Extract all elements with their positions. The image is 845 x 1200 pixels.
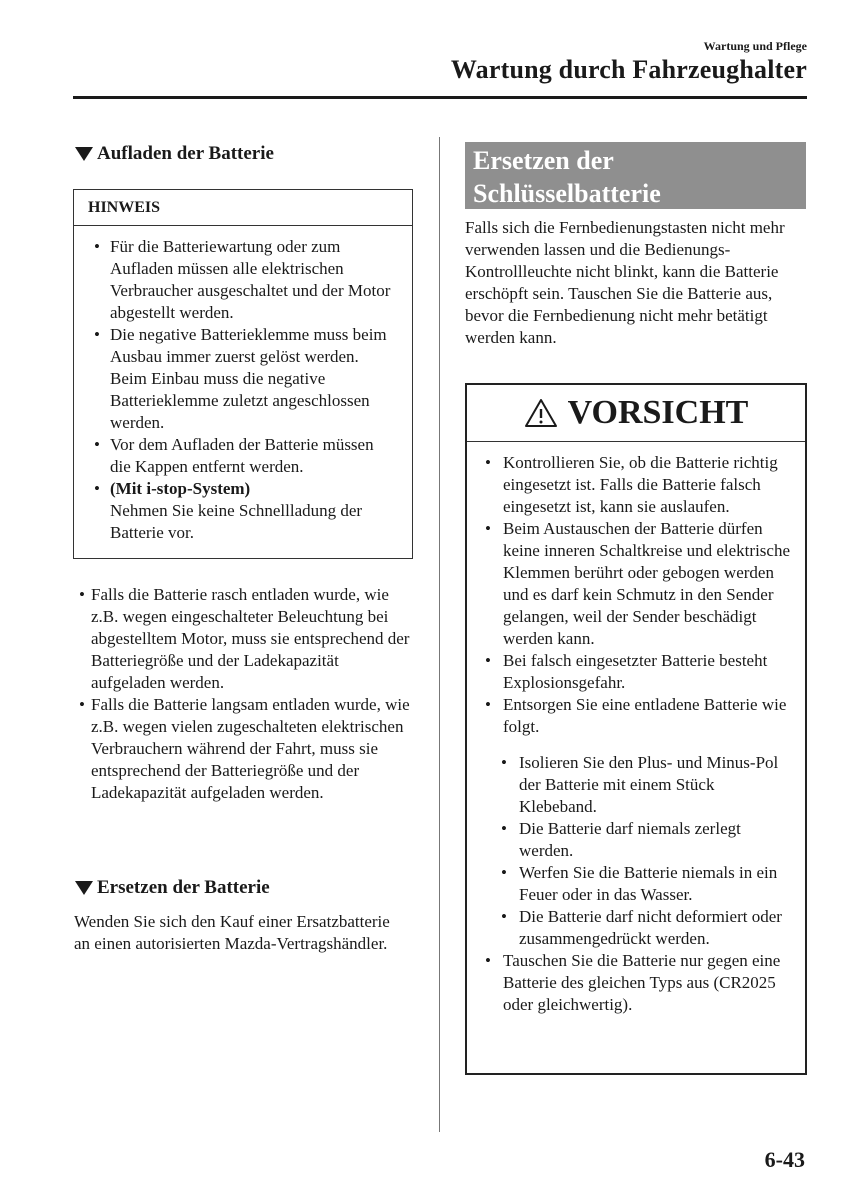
charging-bullet-list	[79, 584, 414, 804]
list-item: • Für die Batteriewartung oder zum Aufladen müssen alle elektrischen Verbraucher ausgeschaltet und der Motor abgestellt werden.	[94, 237, 391, 322]
vorsicht-list	[467, 442, 805, 738]
ersatz-paragraph: Wenden Sie sich den Kauf einer Ersatzbatterie an einen autorisierten Mazda-Vertragshändler.	[74, 912, 390, 953]
section-heading-aufladen	[74, 143, 274, 165]
section-title-box	[465, 142, 806, 209]
section-heading-ersetzen	[74, 877, 270, 899]
triangle-down-icon	[75, 147, 93, 161]
vorsicht-list-end	[467, 950, 805, 1016]
header-rule	[73, 96, 807, 99]
list-item: • Kontrollieren Sie, ob die Batterie richtig eingesetzt ist. Falls die Batterie falsch eingesetzt ist, kann sie auslaufen.	[485, 453, 778, 516]
list-item: • (Mit i-stop-System) Nehmen Sie keine Schnellladung der Batterie vor.	[94, 479, 363, 542]
hinweis-list	[74, 226, 412, 544]
section-heading-text: Aufladen der Batterie	[97, 143, 274, 164]
list-item: • Tauschen Sie die Batterie nur gegen eine Batterie des gleichen Typs aus (CR2025 oder gleichwertig).	[485, 951, 781, 1014]
list-item: • Die Batterie darf niemals zerlegt werden.	[501, 819, 741, 860]
page-title: Wartung durch Fahrzeughalter	[450, 55, 807, 84]
list-item: • Falls die Batterie rasch entladen wurde, wie z.B. wegen eingeschalteter Beleuchtung bei abgestelltem Motor, muss sie entsprechend der Batteriegröße und der Ladekapazität aufgeladen werden.	[79, 585, 410, 692]
page-number: 6-43	[764, 1147, 805, 1172]
list-item: • Die Batterie darf nicht deformiert oder zusammengedrückt werden.	[501, 907, 782, 948]
warning-icon	[524, 398, 558, 428]
list-item: • Bei falsch eingesetzter Batterie besteht Explosionsgefahr.	[485, 651, 768, 692]
triangle-down-icon	[75, 881, 93, 895]
vorsicht-header	[467, 385, 805, 442]
list-item: • Isolieren Sie den Plus- und Minus-Pol der Batterie mit einem Stück Klebeband.	[501, 753, 779, 816]
list-item: • Beim Austauschen der Batterie dürfen keine inneren Schaltkreise und elektrische Klemmen berührt oder gebogen werden und es darf kein Schmutz in den Sender gelangen, weil der Sender beschädigt werden kann.	[485, 519, 790, 648]
list-item: • Entsorgen Sie eine entladene Batterie wie folgt.	[485, 695, 787, 736]
hinweis-label: HINWEIS	[74, 190, 412, 226]
vorsicht-label: VORSICHT	[567, 394, 749, 431]
disposal-sub-list	[467, 738, 805, 950]
section-title-line: Ersetzen der	[473, 146, 614, 175]
column-divider	[439, 137, 440, 1132]
section-title-line: Schlüsselbatterie	[473, 179, 661, 208]
section-heading-text: Ersetzen der Batterie	[97, 877, 270, 898]
hinweis-box	[73, 189, 413, 559]
intro-paragraph: Falls sich die Fernbedienungstasten nicht mehr verwenden lassen und die Bedienungs-Kontrollleuchte nicht blinkt, kann die Batterie erschöpft sein. Tauschen Sie die Batterie aus, bevor die Fernbedienung nicht mehr betätigt werden kann.	[465, 218, 785, 347]
list-item: • Vor dem Aufladen der Batterie müssen die Kappen entfernt werden.	[94, 435, 374, 476]
chapter-label: Wartung und Pflege	[703, 39, 807, 53]
list-item: • Falls die Batterie langsam entladen wurde, wie z.B. wegen vielen zugeschalteten elektrischen Verbrauchern während der Fahrt, muss sie entsprechend der Batteriegröße und der Ladekapazität aufgeladen werden.	[79, 695, 410, 802]
list-item: • Die negative Batterieklemme muss beim Ausbau immer zuerst gelöst werden. Beim Einbau muss die negative Batterieklemme zuletzt angeschlossen werden.	[94, 325, 387, 432]
list-item: • Werfen Sie die Batterie niemals in ein Feuer oder in das Wasser.	[501, 863, 778, 904]
vorsicht-box	[465, 383, 807, 1075]
